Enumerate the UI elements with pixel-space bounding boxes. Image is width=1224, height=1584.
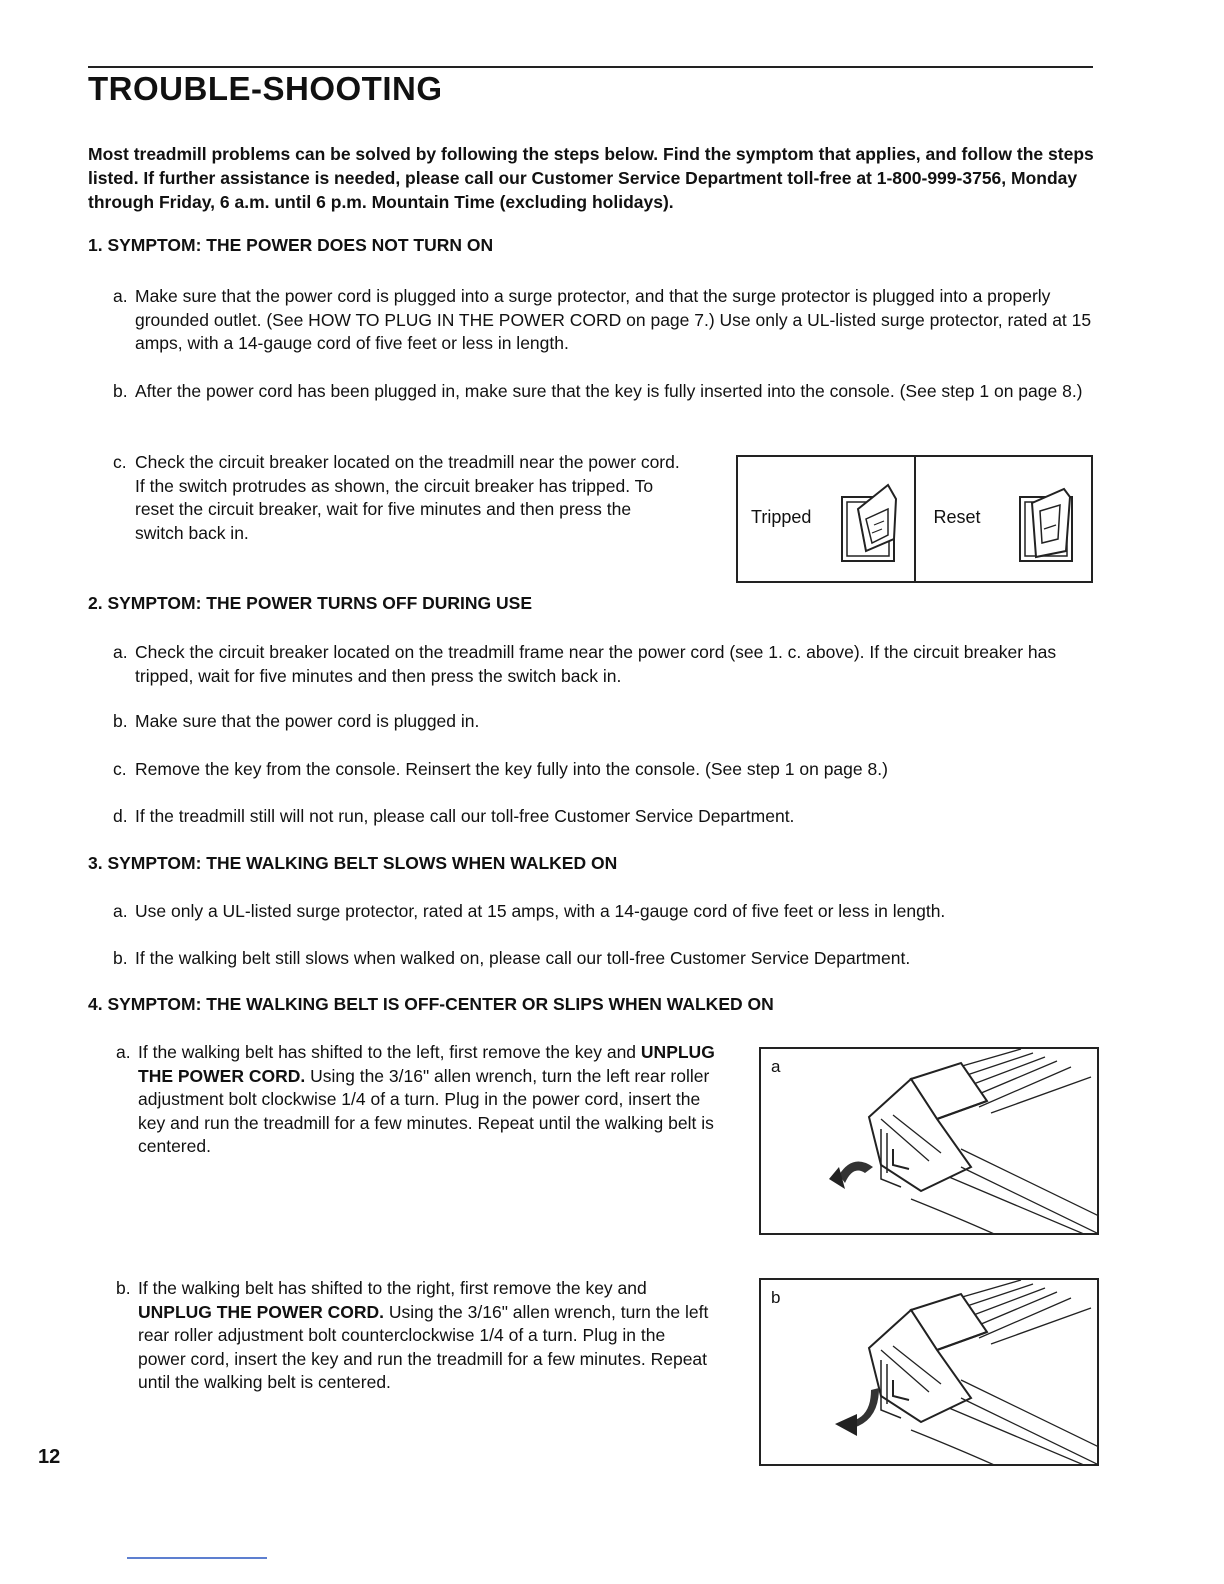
symptom-1-step-a: [113, 285, 1098, 356]
circuit-breaker-figure: [736, 455, 1093, 583]
step-label: b.: [113, 381, 128, 401]
step-label: b.: [113, 711, 128, 731]
step-text: Make sure that the power cord is plugged into a surge protector, and that the surge protector is plugged into a properly grounded outlet. (See HOW TO PLUG IN THE POWER CORD on page 7.) Use only a UL-listed surge protector, rated at 15 amps, with a 14-gauge cord of five feet or less in length.: [135, 286, 1092, 353]
step-label: b.: [116, 1278, 131, 1298]
step-label: a.: [113, 901, 128, 921]
step-text: Check the circuit breaker located on the treadmill near the power cord. If the switch protrudes as shown, the circuit breaker has tripped. To reset the circuit breaker, wait for five minutes and then press the switch back in.: [135, 452, 680, 543]
step-label: d.: [113, 806, 128, 826]
step-label: c.: [113, 759, 127, 779]
figure-b: [759, 1278, 1099, 1466]
reset-panel: [914, 457, 1092, 581]
symptom-1-step-b: [113, 380, 1098, 404]
step-text: After the power cord has been plugged in, make sure that the key is fully inserted into the console. (See step 1 on page 8.): [135, 381, 1083, 401]
reset-label: Reset: [933, 507, 981, 527]
step-text: Use only a UL-listed surge protector, rated at 15 amps, with a 14-gauge cord of five feet or less in length.: [135, 901, 946, 921]
tripped-label: Tripped: [751, 507, 812, 527]
step-label: a.: [113, 286, 128, 306]
step-label: a.: [116, 1042, 131, 1062]
symptom-2-heading: 2. SYMPTOM: THE POWER TURNS OFF DURING USE: [88, 593, 533, 613]
roller-adjustment-illustration-b: [761, 1280, 1099, 1466]
symptom-4-step-b: [116, 1277, 716, 1395]
intro-paragraph: Most treadmill problems can be solved by following the steps below. Find the symptom that applies, and follow the steps listed. If further assistance is needed, please call our Customer Service Department toll-free at 1-800-999-3756, Monday through Friday, 6 a.m. until 6 p.m. Mountain Time (excluding holidays).: [88, 144, 1094, 212]
unplug-warning: UNPLUG THE POWER CORD.: [138, 1042, 715, 1086]
figure-a-label: a: [771, 1057, 781, 1076]
roller-adjustment-illustration-a: [761, 1049, 1099, 1235]
step-label: b.: [113, 948, 128, 968]
step-text: Make sure that the power cord is plugged in.: [135, 711, 480, 731]
page-number: 12: [38, 1446, 61, 1468]
symptom-2-step-d: [113, 805, 1098, 829]
reset-switch-icon: [1014, 469, 1084, 569]
step-text-pre: If the walking belt has shifted to the right, first remove the key and: [138, 1278, 647, 1298]
step-text-post: Using the 3/16" allen wrench, turn the left rear roller adjustment bolt counterclockwise 1/4 of a turn. Plug in the power cord, insert the key and run the treadmill for a few minutes. Repeat until the walking belt is centered.: [138, 1301, 709, 1392]
symptom-1-heading: 1. SYMPTOM: THE POWER DOES NOT TURN ON: [88, 235, 494, 255]
step-text: Check the circuit breaker located on the treadmill frame near the power cord (see 1. c. above). If the circuit breaker has tripped, wait for five minutes and then press the switch back in.: [135, 642, 1057, 686]
symptom-4-heading: 4. SYMPTOM: THE WALKING BELT IS OFF-CENTER OR SLIPS WHEN WALKED ON: [88, 994, 774, 1014]
symptom-2-step-a: [113, 641, 1098, 688]
step-label: c.: [113, 452, 127, 472]
step-text-post: Using the 3/16" allen wrench, turn the left rear roller adjustment bolt clockwise 1/4 of a turn. Plug in the power cord, insert the key and run the treadmill for a few minutes. Repeat until the walking belt is centered.: [138, 1065, 714, 1156]
symptom-3-step-a: [113, 900, 1098, 924]
tripped-switch-icon: [836, 469, 906, 569]
top-rule: [88, 66, 1093, 68]
page-title: TROUBLE-SHOOTING: [88, 70, 443, 107]
step-label: a.: [113, 642, 128, 662]
step-text: If the walking belt still slows when walked on, please call our toll-free Customer Service Department.: [135, 948, 911, 968]
symptom-2-step-b: [113, 710, 1098, 734]
symptom-1-step-c: [113, 451, 683, 545]
step-text-pre: If the walking belt has shifted to the left, first remove the key and: [138, 1042, 637, 1062]
unplug-warning: UNPLUG THE POWER CORD.: [138, 1301, 384, 1322]
bottom-mark: [127, 1557, 267, 1559]
step-text: Remove the key from the console. Reinsert the key fully into the console. (See step 1 on page 8.): [135, 759, 888, 779]
symptom-2-step-c: [113, 758, 1098, 782]
figure-a: [759, 1047, 1099, 1235]
step-text: If the treadmill still will not run, please call our toll-free Customer Service Department.: [135, 806, 795, 826]
symptom-3-step-b: [113, 947, 1098, 971]
symptom-4-step-a: [116, 1041, 716, 1159]
figure-b-label: b: [771, 1288, 781, 1307]
symptom-3-heading: 3. SYMPTOM: THE WALKING BELT SLOWS WHEN WALKED ON: [88, 853, 618, 873]
tripped-panel: [738, 457, 914, 581]
